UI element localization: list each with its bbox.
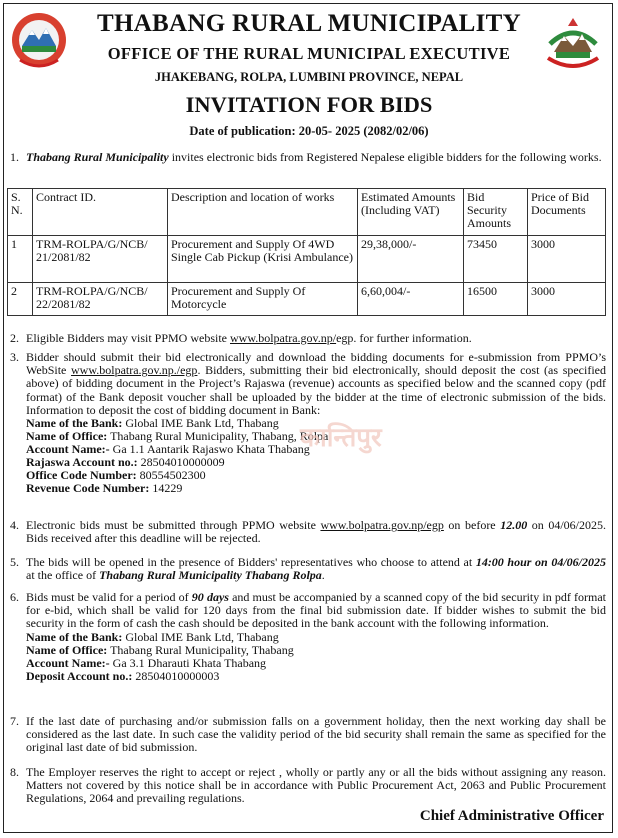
office-title: OFFICE OF THE RURAL MUNICIPAL EXECUTIVE: [107, 44, 511, 63]
paragraph-8: 8. The Employer reserves the right to accept or reject , wholly or partly any or all the bids without assigning any reason. Matters not covered by this notice shall be in accordance with Public Procurement Act, 2063 and Public Procurement Regulations, 2064 and prevailing regulations.: [10, 765, 606, 806]
newspaper-watermark: कान्तिपुर: [300, 423, 382, 453]
municipality-title: THABANG RURAL MUNICIPALITY: [96, 10, 522, 37]
table-row: 1 TRM-ROLPA/G/NCB/ 21/2081/82 Procurement and Supply Of 4WD Single Cab Pickup (Krisi Ambulance) 29,38,000/- 73450 3000: [8, 236, 606, 283]
header-cell: S. N.: [8, 189, 33, 236]
notice-heading: INVITATION FOR BIDS: [185, 92, 433, 117]
header-cell: Price of Bid Documents: [528, 189, 606, 236]
table-header-row: [8, 189, 606, 236]
bids-table: [7, 188, 606, 316]
publication-date: Date of publication: 20-05- 2025 (2082/02/06): [189, 124, 429, 138]
paragraph-5: 5. The bids will be opened in the presence of Bidders' representatives who choose to attend at 14:00 hour on 04/06/2025 at the office of Thabang Rural Municipality Thabang Rolpa.: [10, 555, 607, 583]
paragraph-3: 3. Bidder should submit their bid electronically and download the bidding documents for e-submission from PPMO’s WebSite www.bolpatra.gov.np./egp. Bidders, submitting their bid electronically, should deposit the cost (as specified above) of bidding document in the Project’s Rajaswa (revenue) accounts as specified below and the scanned copy (pdf format) of the Bank deposit voucher shall be uploaded by the bidder at the time of electronic submission of the bids. Information to deposit the cost of bidding document in Bank: Name of the Bank: Global IME Bank Ltd, Thabang Name of Office: Thabang Rural Municipality, Thabang, Rolpa Account Name:- Ga 1.1 Aantarik Rajaswo Khata Thabang Rajaswa Account no.: 28504010000009 Office Code Number: 80554502300 Revenue Code Number: 14229: [10, 350, 607, 496]
bank-details: Name of the Bank: Global IME Bank Ltd, Thabang Name of Office: Thabang Rural Municipality, Thabang, Rolpa Account Name:- Ga 1.1 Aantarik Rajaswo Khata Thabang Rajaswa Account no.: 28504010000009 Office Code Number: 80554502300 Revenue Code Number: 14229: [26, 416, 329, 496]
paragraph-6: 6. Bids must be valid for a period of 90 days and must be accompanied by a scanned copy of the bid security in pdf format for e-bid, which shall be valid for 120 days from the final bid submission date. If bidder wishes to submit the bid security in the form of cash the cash should be deposited in the bank account with the following information. Name of the Bank: Global IME Bank Ltd, Thabang Name of Office: Thabang Rural Municipality, Thabang Account Name:- Ga 3.1 Dharauti Khata Thabang Deposit Account no.: 28504010000003: [10, 590, 606, 683]
paragraph-7: 7. If the last date of purchasing and/or submission falls on a government holiday, then the next working day shall be considered as the last date. In such case the validity period of the bid security shall remain the same as specified for the original last date of bid submission.: [10, 714, 606, 755]
header-cell: Estimated Amounts (Including VAT): [358, 189, 464, 236]
ppmo-link[interactable]: www.bolpatra.gov.np/: [230, 331, 337, 345]
address: JHAKEBANG, ROLPA, LUMBINI PROVINCE, NEPAL: [154, 70, 464, 84]
table-row: 2 TRM-ROLPA/G/NCB/ 22/2081/82 Procurement and Supply Of Motorcycle 6,60,004/- 16500 3000: [8, 283, 606, 316]
deposit-details: Name of the Bank: Global IME Bank Ltd, Thabang Name of Office: Thabang Rural Municipality, Thabang Account Name:- Ga 3.1 Dharauti Khata Thabang Deposit Account no.: 28504010000003: [26, 629, 294, 683]
header-cell: Contract ID.: [33, 189, 168, 236]
paragraph-2: 2. Eligible Bidders may visit PPMO website www.bolpatra.gov.np/egp. for further information.: [10, 331, 472, 345]
ppmo-link[interactable]: www.bolpatra.gov.np./egp: [71, 363, 198, 378]
ppmo-link[interactable]: www.bolpatra.gov.np/egp: [320, 518, 444, 532]
paragraph-4: 4. Electronic bids must be submitted through PPMO website www.bolpatra.gov.np/egp on before 12.00 on 04/06/2025. Bids received after this deadline will be rejected.: [10, 518, 606, 546]
header-cell: Bid Security Amounts: [464, 189, 528, 236]
paragraph-1: 1. Thabang Rural Municipality invites electronic bids from Registered Nepalese eligible bidders for the following works.: [10, 150, 602, 164]
header-cell: Description and location of works: [168, 189, 358, 236]
signatory-title: Chief Administrative Officer: [419, 808, 604, 824]
